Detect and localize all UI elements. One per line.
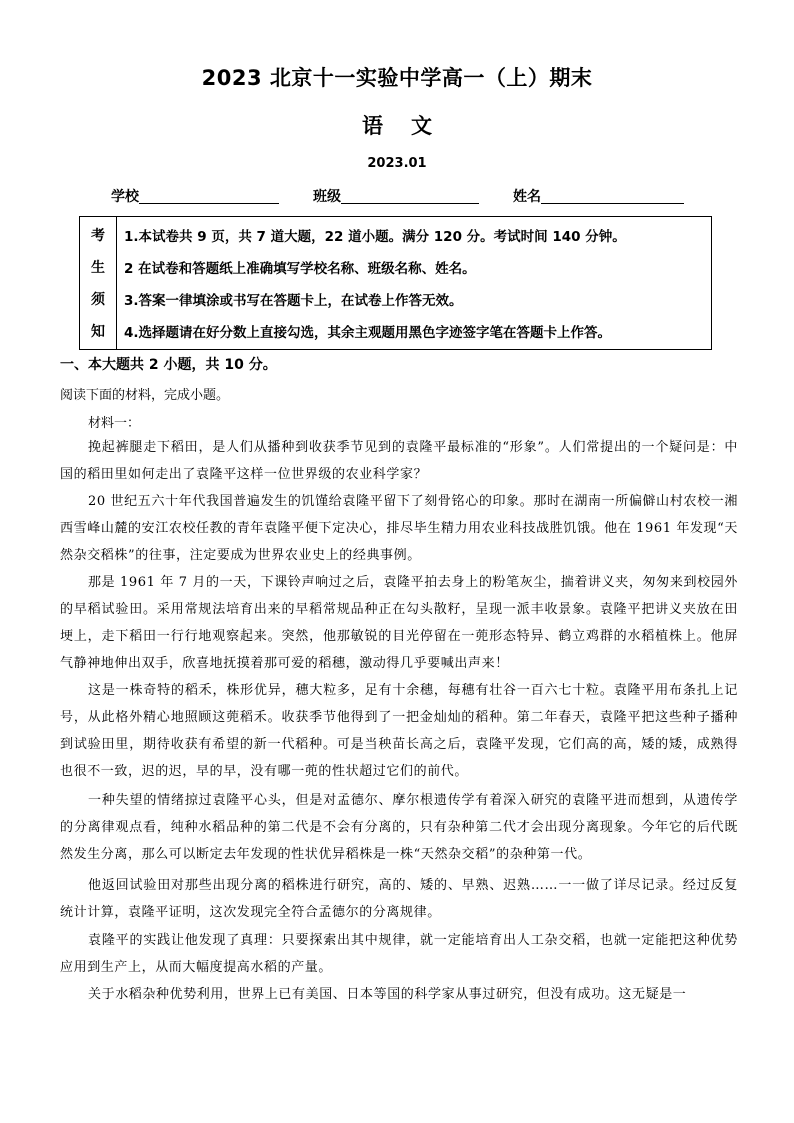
paragraph: 20 世纪五六十年代我国普遍发生的饥馑给袁隆平留下了刻骨铭心的印象。那时在湖南一所偏僻山村农校一湘西雪峰山麓的安江农校任教的青年袁隆平便下定决心，排尽毕生精力用农业科技战胜饥饿。他在 1961 年发现“天然杂交稻株”的往事，注定要成为世界农业史上的经典事例。 [60,494,738,563]
paragraph: 挽起裤腿走下稻田，是人们从播种到收获季节见到的袁隆平最标准的“形象”。人们常提出的一个疑问是：中国的稻田里如何走出了袁隆平这样一位世界级的农业科学家？ [60,440,738,482]
material-label: 材料一： [88,416,141,431]
notice-label-char: 知 [91,324,105,340]
class-field [313,186,479,206]
reading-instruction: 阅读下面的材料，完成小题。 [60,388,230,403]
notice-label-column [80,217,117,349]
school-field [111,186,279,206]
exam-date: 2023.01 [367,156,427,171]
candidate-notice-box [79,216,712,350]
school-blank[interactable] [139,189,279,204]
name-label: 姓名 [513,189,541,205]
notice-label-char: 须 [91,292,105,308]
class-blank[interactable] [341,189,479,204]
notice-item: 3.答案一律填涂或书写在答题卡上，在试卷上作答无效。 [124,293,463,309]
paragraph: 那是 1961 年 7 月的一天，下课铃声响过之后，袁隆平拍去身上的粉笔灰尘，揣着讲义夹，匆匆来到校园外的早稻试验田。采用常规法培育出来的早稻常规品种正在勾头散籽，呈现一派丰收景象。袁隆平把讲义夹放在田埂上，走下稻田一行行地观察起来。突然，他那敏锐的目光停留在一蔸形态特异、鹤立鸡群的水稻植株上。他屏气静神地伸出双手，欣喜地抚摸着那可爱的稻穗，激动得几乎要喊出声来！ [60,575,738,671]
notice-label-char: 生 [91,260,105,276]
notice-item: 2 在试卷和答题纸上准确填写学校名称、班级名称、姓名。 [124,261,476,277]
notice-item: 4.选择题请在好分数上直接勾选，其余主观题用黑色字迹签字笔在答题卡上作答。 [124,325,612,341]
section-heading: 一、本大题共 2 小题，共 10 分。 [60,357,277,373]
notice-item: 1.本试卷共 9 页，共 7 道大题，22 道小题。满分 120 分。考试时间 140 分钟。 [124,229,626,245]
paragraph: 他返回试验田对那些出现分离的稻株进行研究，高的、矮的、早熟、迟熟……一一做了详尽记录。经过反复统计计算，袁隆平证明，这次发现完全符合孟德尔的分离规律。 [60,878,738,920]
class-label: 班级 [313,189,341,205]
name-field [513,186,684,206]
paragraph: 这是一株奇特的稻禾，株形优异，穗大粒多，足有十余穗，每穗有壮谷一百六七十粒。袁隆平用布条扎上记号，从此格外精心地照顾这蔸稻禾。收获季节他得到了一把金灿灿的稻种。第二年春天，袁隆平把这些种子播种到试验田里，期待收获有希望的新一代稻种。可是当秧苗长高之后，袁隆平发现，它们高的高，矮的矮，成熟得也很不一致，迟的迟，早的早，没有哪一蔸的性状超过它们的前代。 [60,683,738,779]
subject-title: 语文 [362,114,460,138]
paragraph: 关于水稻杂种优势利用，世界上已有美国、日本等国的科学家从事过研究，但没有成功。这无疑是一 [88,987,687,1002]
name-blank[interactable] [541,189,684,204]
paragraph: 一种失望的情绪掠过袁隆平心头，但是对孟德尔、摩尔根遗传学有着深入研究的袁隆平进而想到，从遗传学的分离律观点看，纯种水稻品种的第二代是不会有分离的，只有杂种第二代才会出现分离现象。今年它的后代既然发生分离，那么可以断定去年发现的性状优异稻株是一株“天然杂交稻”的杂种第一代。 [60,793,738,862]
notice-label-char: 考 [91,228,105,244]
school-label: 学校 [111,189,139,205]
exam-title: 2023 北京十一实验中学高一（上）期末 [201,66,593,90]
paragraph: 袁隆平的实践让他发现了真理：只要探索出其中规律，就一定能培育出人工杂交稻，也就一定能把这种优势应用到生产上，从而大幅度提高水稻的产量。 [60,933,738,975]
